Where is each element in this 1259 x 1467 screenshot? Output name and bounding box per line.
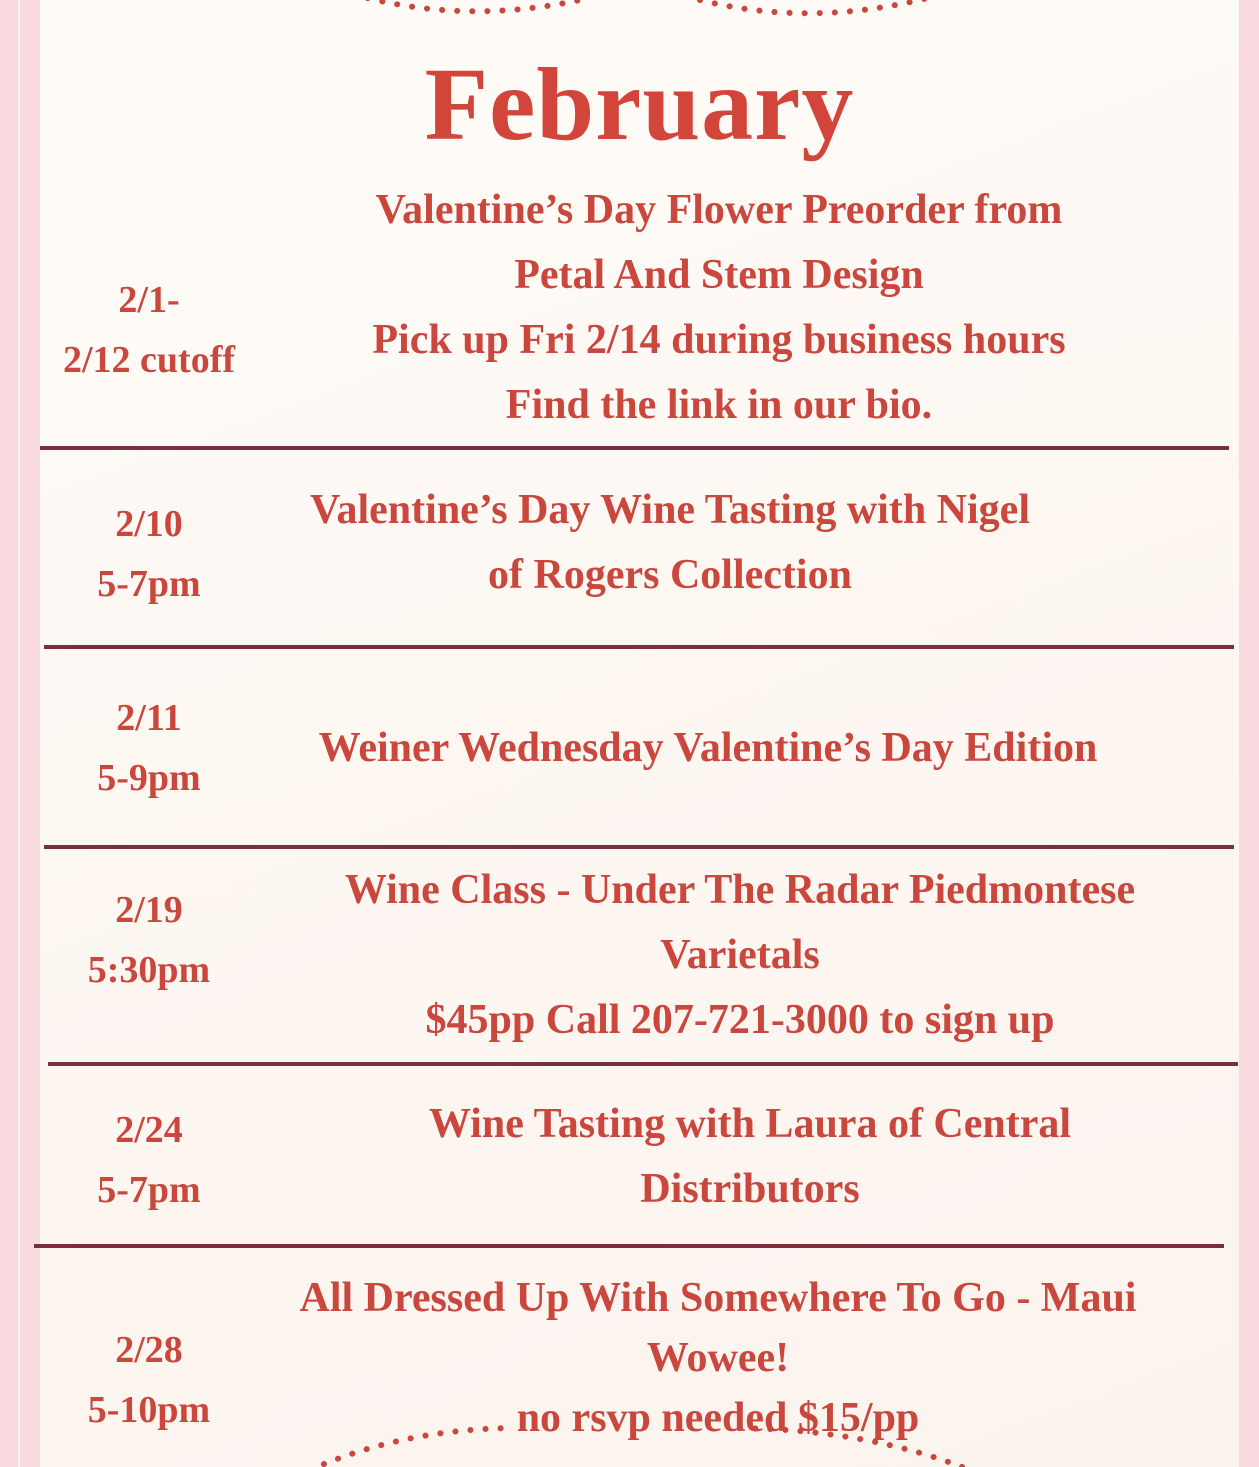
event-detail-line: Pick up Fri 2/14 during business hours (372, 317, 1066, 363)
calendar-card (40, 0, 1239, 1467)
event-detail-line: Wine Class - Under The Radar Piedmontese (344, 867, 1136, 913)
event-detail-line: Wine Tasting with Laura of Central (428, 1101, 1072, 1147)
event-detail-line: Valentine’s Day Wine Tasting with Nigel (310, 487, 1030, 533)
event-date (40, 1100, 258, 1220)
event-detail-line: Petal And Stem Design (514, 252, 924, 298)
event-date-line: 2/24 (115, 1109, 183, 1151)
event-date (40, 688, 258, 808)
event-date-line: 2/11 (116, 697, 182, 739)
event-date-line: 2/19 (115, 889, 183, 931)
month-heading: February (424, 47, 855, 162)
event-date-line: 2/10 (115, 503, 183, 545)
event-date-line: 2/12 cutoff (62, 339, 236, 381)
event-details (260, 858, 1220, 1053)
event-date-line: 5-7pm (97, 563, 201, 605)
event-details (190, 478, 1150, 608)
top-right-dotted-arc (700, 0, 950, 13)
event-date (40, 270, 258, 390)
event-date-line: 5-10pm (87, 1389, 211, 1431)
top-left-dotted-arc (310, 0, 580, 11)
event-date-line: 2/1- (118, 279, 180, 321)
event-detail-line: Varietals (660, 932, 820, 978)
row-divider (44, 645, 1234, 649)
event-date (40, 880, 258, 1000)
event-detail-line: Valentine’s Day Flower Preorder from (375, 187, 1063, 233)
event-date-line: 2/28 (115, 1329, 183, 1371)
event-details (228, 716, 1188, 781)
event-detail-line: All Dressed Up With Somewhere To Go - Maui (299, 1275, 1137, 1321)
event-detail-line: Wowee! (646, 1335, 790, 1381)
event-date-line: 5-9pm (97, 757, 201, 799)
event-details (260, 178, 1178, 438)
row-divider (40, 446, 1229, 450)
event-detail-line: Distributors (640, 1166, 860, 1212)
event-details (238, 1268, 1198, 1448)
event-details (270, 1092, 1230, 1222)
event-date-line: 5:30pm (87, 949, 211, 991)
event-detail-line: no rsvp needed $15/pp (516, 1395, 920, 1441)
row-divider (48, 1062, 1238, 1066)
event-detail-line: $45pp Call 207-721-3000 to sign up (425, 997, 1055, 1043)
event-date-line: 5-7pm (97, 1169, 201, 1211)
event-detail-line: Find the link in our bio. (505, 382, 933, 428)
event-date (40, 1320, 258, 1440)
event-detail-line: Weiner Wednesday Valentine’s Day Edition (318, 725, 1098, 771)
event-detail-line: of Rogers Collection (488, 552, 852, 598)
row-divider (34, 1244, 1224, 1248)
row-divider (44, 845, 1234, 849)
right-border (1239, 0, 1259, 1467)
